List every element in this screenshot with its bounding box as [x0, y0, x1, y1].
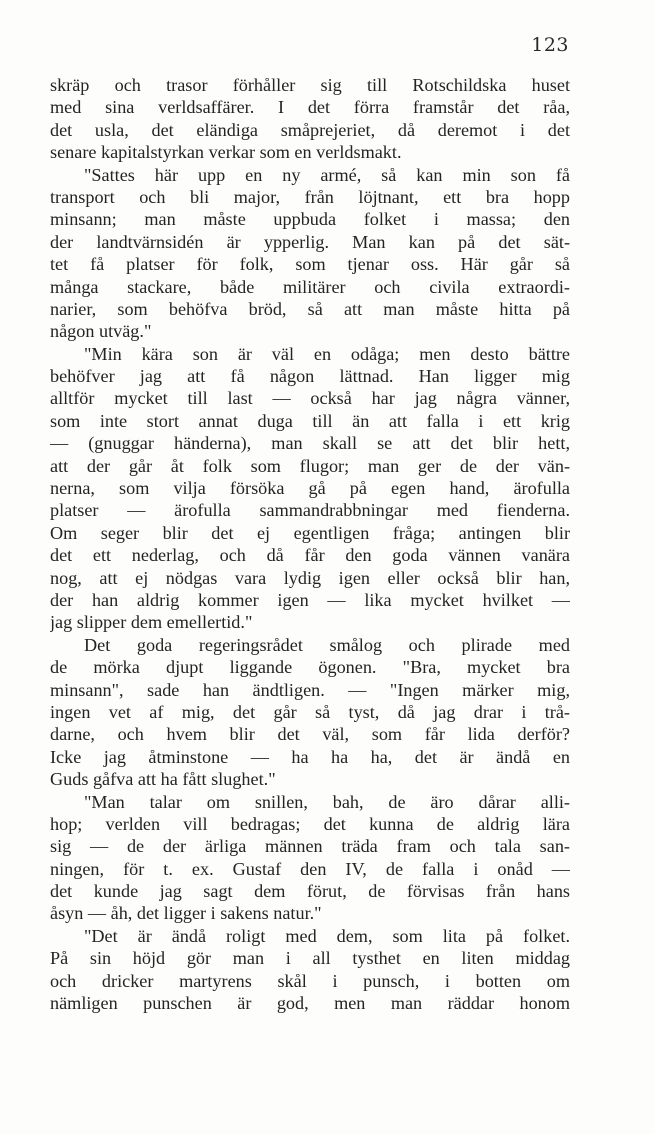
page-number: 123	[531, 34, 569, 56]
text-line: Guds gåfva att ha fått slughet."	[50, 769, 276, 790]
text-line: med sina verldsaffärer. I det förra framstår det råa,	[50, 97, 570, 118]
text-line: de mörka djupt liggande ögonen. "Bra, mycket bra	[50, 657, 570, 678]
text-line: "Sattes här upp en ny armé, så kan min son få	[84, 164, 570, 185]
text-line: minsann", sade han ändtligen. — "Ingen märker mig,	[50, 679, 570, 700]
text-line: det usla, det eländiga småprejeriet, då deremot i det	[50, 119, 570, 140]
text-line: Det goda regeringsrådet smålog och plirade med	[84, 634, 570, 655]
text-line: platser — ärofulla sammandrabbningar med fienderna.	[50, 500, 570, 521]
text-line: det ett nederlag, och då får den goda vännen vanära	[50, 545, 570, 566]
text-line: Om seger blir det ej egentligen fråga; antingen blir	[50, 522, 570, 543]
text-line: På sin höjd gör man i all tysthet en liten middag	[50, 948, 570, 969]
text-line: — (gnuggar händerna), man skall se att det blir hett,	[50, 433, 570, 454]
text-line: nämligen punschen är god, men man räddar honom	[50, 993, 570, 1014]
text-line: darne, och hvem blir det väl, som får lida derför?	[50, 724, 570, 745]
text-line: jag slipper dem emellertid."	[50, 612, 253, 633]
text-line: "Min kära son är väl en odåga; men desto bättre	[84, 343, 570, 364]
text-line: ningen, för t. ex. Gustaf den IV, de falla i onåd —	[50, 858, 570, 879]
text-line: behöfver jag att få någon lättnad. Han ligger mig	[50, 366, 570, 387]
text-line: skräp och trasor förhåller sig till Rotschildska huset	[50, 75, 570, 95]
text-line: alltför mycket till last — också har jag några vänner,	[50, 388, 570, 409]
text-line: minsann; man måste uppbuda folket i massa; den	[50, 209, 570, 230]
text-line: många stackare, både militärer och civila extraordi-	[50, 276, 570, 297]
text-line: Icke jag åtminstone — ha ha ha, det är ändå en	[50, 746, 570, 767]
text-line: och dricker martyrens skål i punsch, i botten om	[50, 970, 570, 991]
text-line: der han aldrig kommer igen — lika mycket hvilket —	[50, 589, 570, 610]
text-line: att der går åt folk som flugor; man ger de der vän-	[50, 455, 570, 476]
text-line: som inte stort annat duga till än att falla i ett krig	[50, 410, 570, 431]
text-line: nog, att ej nödgas vara lydig igen eller också blir han,	[50, 567, 570, 588]
text-line: narier, som behöfva bröd, så att man måste hitta på	[50, 298, 570, 319]
text-line: ingen vet af mig, det går så tyst, då jag drar i trå-	[50, 701, 570, 722]
text-line: det kunde jag sagt dem förut, de förvisas från hans	[50, 881, 570, 902]
text-line: "Man talar om snillen, bah, de äro dårar alli-	[84, 791, 570, 812]
text-line: någon utväg."	[50, 321, 152, 342]
body-text	[50, 74, 570, 1014]
text-line: sig — de der ärliga männen träda fram och tala san-	[50, 836, 570, 857]
text-line: der landtvärnsidén är ypperlig. Man kan på det sät-	[50, 231, 570, 252]
text-line: senare kapitalstyrkan verkar som en verldsmakt.	[50, 142, 402, 163]
text-line: tet få platser för folk, som tjenar oss. Här går så	[50, 254, 570, 275]
text-line: hop; verlden vill bedragas; det kunna de aldrig lära	[50, 813, 570, 834]
text-line: åsyn — åh, det ligger i sakens natur."	[50, 903, 322, 924]
text-line: transport och bli major, från löjtnant, ett bra hopp	[50, 186, 570, 207]
text-line: "Det är ändå roligt med dem, som lita på folket.	[84, 925, 570, 946]
text-line: nerna, som vilja försöka gå på egen hand, ärofulla	[50, 478, 570, 499]
